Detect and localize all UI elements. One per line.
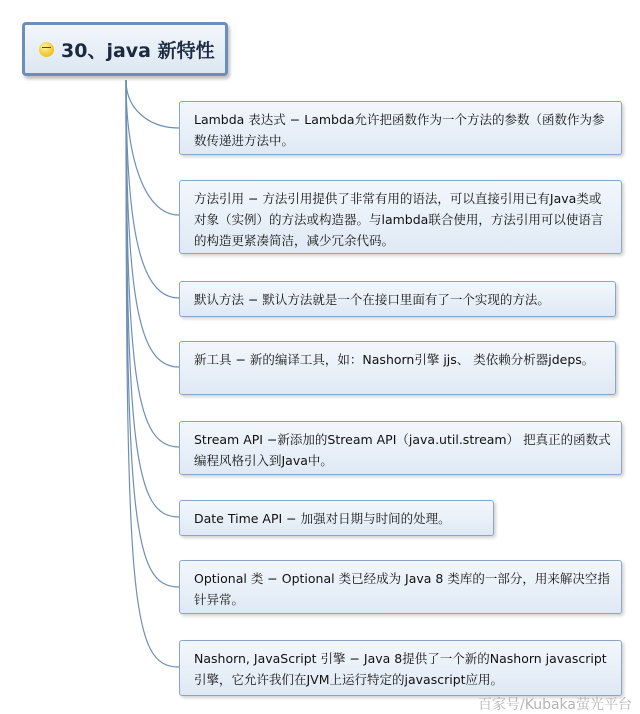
connector-nashorn bbox=[126, 80, 179, 667]
node-nashorn[interactable] bbox=[179, 640, 622, 696]
node-date-time-api[interactable] bbox=[179, 500, 494, 536]
node-lambda[interactable] bbox=[179, 101, 622, 155]
root-topic[interactable] bbox=[22, 22, 228, 76]
smiley-emoji-icon bbox=[39, 42, 54, 57]
node-stream-api-text: Stream API −新添加的Stream API（java.util.stream） 把真正的函数式编程风格引入到Java中。 bbox=[194, 432, 611, 468]
node-optional[interactable] bbox=[179, 560, 622, 614]
connector-date-time-api bbox=[126, 80, 179, 517]
connector-default-method bbox=[126, 80, 179, 298]
watermark: 百家号/Kubaka萤光平台 bbox=[478, 697, 632, 713]
node-date-time-api-text: Date Time API − 加强对日期与时间的处理。 bbox=[194, 511, 451, 526]
node-stream-api[interactable] bbox=[179, 421, 622, 475]
node-nashorn-text: Nashorn, JavaScript 引擎 − Java 8提供了一个新的Nashorn javascript引擎，它允许我们在JVM上运行特定的javascript应用。 bbox=[194, 651, 607, 687]
node-lambda-text: Lambda 表达式 − Lambda允许把函数作为一个方法的参数（函数作为参数传递进方法中。 bbox=[194, 112, 605, 148]
connector-lambda bbox=[126, 80, 179, 128]
node-method-ref[interactable] bbox=[179, 180, 622, 254]
node-new-tools-text: 新工具 − 新的编译工具，如：Nashorn引擎 jjs、 类依赖分析器jdeps。 bbox=[194, 352, 595, 367]
node-new-tools[interactable] bbox=[179, 341, 616, 395]
node-default-method-text: 默认方法 − 默认方法就是一个在接口里面有了一个实现的方法。 bbox=[194, 292, 550, 307]
connector-optional bbox=[126, 80, 179, 587]
root-title: 30、java 新特性 bbox=[61, 39, 215, 62]
connector-method-ref bbox=[126, 80, 179, 215]
connector-stream-api bbox=[126, 80, 179, 447]
node-method-ref-text: 方法引用 − 方法引用提供了非常有用的语法，可以直接引用已有Java类或对象（实例）的方法或构造器。与lambda联合使用，方法引用可以使语言的构造更紧凑简洁，减少冗余代码。 bbox=[194, 191, 604, 248]
node-default-method[interactable] bbox=[179, 281, 616, 317]
node-optional-text: Optional 类 − Optional 类已经成为 Java 8 类库的一部分，用来解决空指针异常。 bbox=[194, 571, 610, 607]
